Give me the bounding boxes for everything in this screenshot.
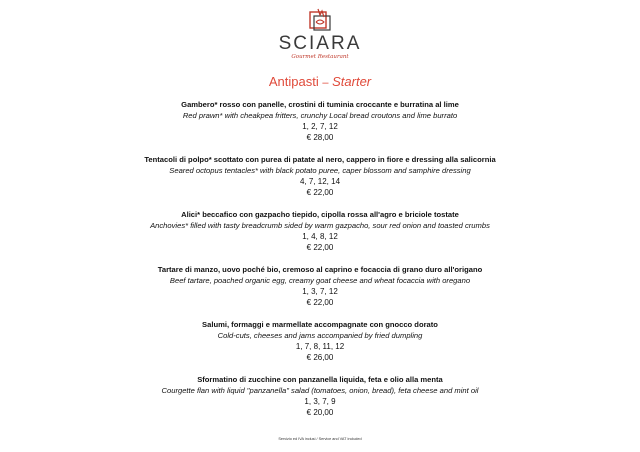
menu-item-price: € 22,00 [306,243,334,252]
menu-item-allergens: 4, 7, 12, 14 [299,177,341,186]
menu-item [0,264,640,308]
menu-item-allergens: 1, 3, 7, 12 [302,287,338,296]
section-title-subtitle: Starter [332,74,372,89]
menu-item-allergens: 1, 7, 8, 11, 12 [295,342,345,351]
menu-item-name: Tentacoli di polpo* scottato con purea di patate al nero, cappero in fiore e dressing alla salicornia [144,155,496,164]
menu-item-description: Seared octopus tentacles* with black potato puree, caper blossom and samphire dressing [169,166,471,175]
menu-item-price: € 20,00 [306,408,334,417]
menu-item-allergens: 1, 2, 7, 12 [302,122,338,131]
menu-item-price: € 28,00 [306,133,334,142]
menu-item-name: Tartare di manzo, uovo poché bio, cremoso al caprino e focaccia di grano duro all'origano [157,265,483,274]
menu-item-description: Cold-cuts, cheeses and jams accompanied by fried dumpling [217,331,423,340]
brand-name: SCIARA [278,33,362,54]
menu-item [0,209,640,253]
footer-note: Servizio ed IVA inclusi / Service and VAT included [278,437,362,441]
menu-item-description: Beef tartare, poached organic egg, creamy goat cheese and wheat focaccia with oregano [169,276,471,285]
menu-item-name: Alici* beccafico con gazpacho tiepido, cipolla rossa all'agro e briciole tostate [181,210,459,219]
menu-item-description: Red prawn* with cheakpea fritters, crunchy Local bread croutons and lime burrato [182,111,458,120]
section-title-separator: – [322,77,329,89]
menu-item-description: Courgette flan with liquid "panzanella" salad (tomatoes, onion, bread), feta cheese and mint oil [161,386,479,395]
sciara-logo-icon [307,8,333,32]
menu-item-price: € 22,00 [306,188,334,197]
menu-item-allergens: 1, 4, 8, 12 [302,232,338,241]
restaurant-logo [0,8,640,61]
menu-item [0,374,640,418]
brand-tagline: Gourmet Restaurant [291,54,349,60]
menu-item-price: € 26,00 [306,353,334,362]
menu-item [0,154,640,198]
menu-item-name: Salumi, formaggi e marmellate accompagnate con gnocco dorato [202,320,438,329]
menu-item-name: Sformatino di zucchine con panzanella liquida, feta e olio alla menta [197,375,443,384]
menu-item-price: € 22,00 [306,298,334,307]
menu-item [0,99,640,143]
menu-item-description: Anchovies* filled with tasty breadcrumb sided by warm gazpacho, sour red onion and toasted crumbs [150,221,490,230]
section-title-main: Antipasti [268,74,319,89]
menu-item-allergens: 1, 3, 7, 9 [304,397,336,406]
menu-item [0,319,640,363]
menu-items [0,99,640,429]
menu-item-name: Gambero* rosso con panelle, crostini di tuminia croccante e burratina al lime [181,100,459,109]
section-title [0,74,640,89]
